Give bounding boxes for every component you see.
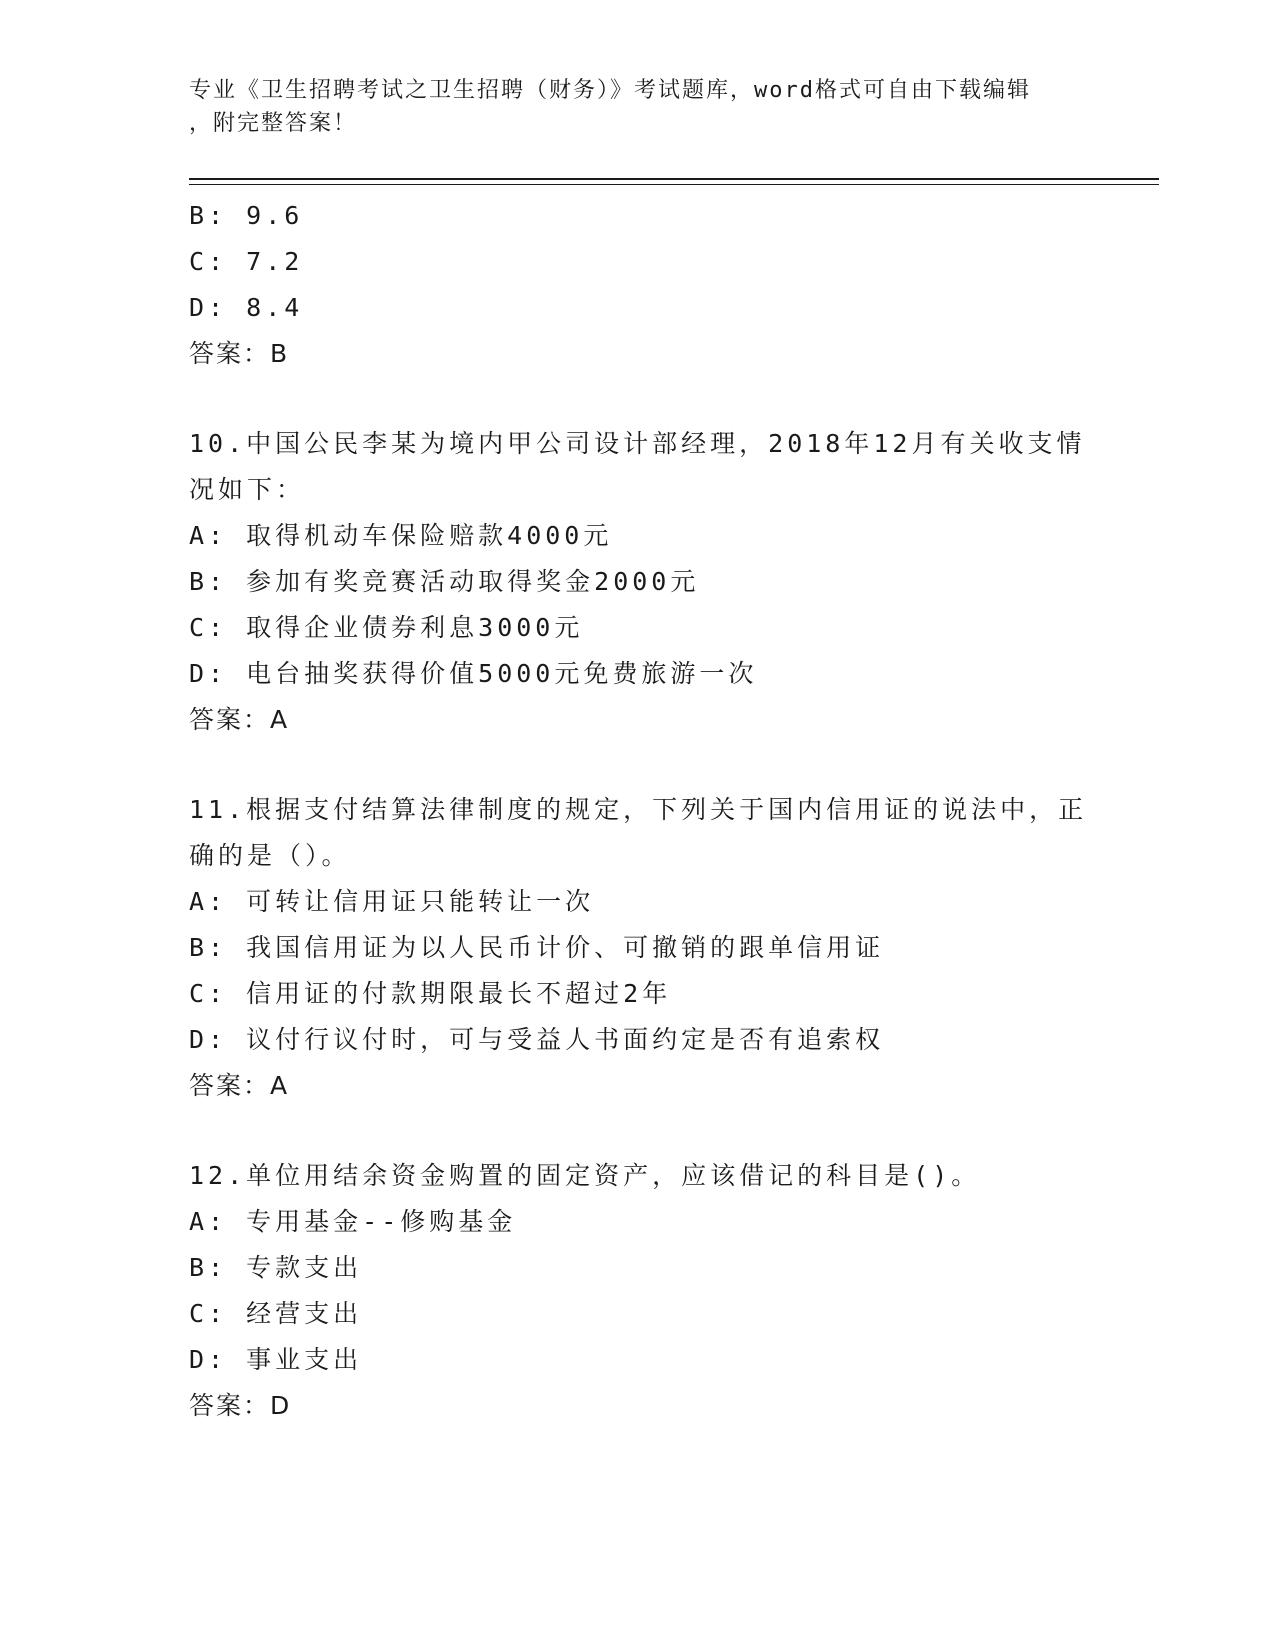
option-b: B: 参加有奖竞赛活动取得奖金2000元 [189, 567, 700, 596]
question-stem: 11.根据支付结算法律制度的规定，下列关于国内信用证的说法中，正 [189, 795, 1088, 824]
question-stem-cont: 况如下： [189, 475, 306, 504]
option-b: B: 9.6 [189, 201, 304, 230]
option-d: D: 电台抽奖获得价值5000元免费旅游一次 [189, 659, 758, 688]
option-a: A: 专用基金--修购基金 [189, 1207, 517, 1236]
document-header [189, 74, 1089, 140]
question-list [189, 193, 1089, 1429]
answer-line: 答案：B [189, 339, 290, 368]
answer-line: 答案：A [189, 705, 290, 734]
answer-line: 答案：A [189, 1071, 290, 1100]
question-11 [189, 787, 1089, 1109]
question-9-tail [189, 193, 1089, 377]
option-c: C: 信用证的付款期限最长不超过2年 [189, 979, 672, 1008]
option-d: D: 议付行议付时，可与受益人书面约定是否有追索权 [189, 1025, 885, 1054]
question-stem: 10.中国公民李某为境内甲公司设计部经理，2018年12月有关收支情 [189, 429, 1086, 458]
option-c: C: 7.2 [189, 247, 304, 276]
option-b: B: 专款支出 [189, 1253, 363, 1282]
option-d: D: 事业支出 [189, 1345, 363, 1374]
answer-line: 答案：D [189, 1391, 292, 1420]
option-c: C: 取得企业债券利息3000元 [189, 613, 584, 642]
option-c: C: 经营支出 [189, 1299, 363, 1328]
header-divider-thin [189, 184, 1159, 185]
header-line-2: ，附完整答案！ [189, 111, 358, 136]
header-divider-thick [189, 178, 1159, 180]
option-a: A: 取得机动车保险赔款4000元 [189, 521, 613, 550]
header-line-1: 专业《卫生招聘考试之卫生招聘（财务）》考试题库，word格式可自由下载编辑 [189, 78, 1031, 103]
question-10 [189, 421, 1089, 743]
option-a: A: 可转让信用证只能转让一次 [189, 887, 595, 916]
question-stem: 12.单位用结余资金购置的固定资产，应该借记的科目是()。 [189, 1161, 981, 1190]
option-d: D: 8.4 [189, 293, 304, 322]
question-stem-cont: 确的是（）。 [189, 841, 351, 870]
option-b: B: 我国信用证为以人民币计价、可撤销的跟单信用证 [189, 933, 885, 962]
question-12 [189, 1153, 1089, 1429]
